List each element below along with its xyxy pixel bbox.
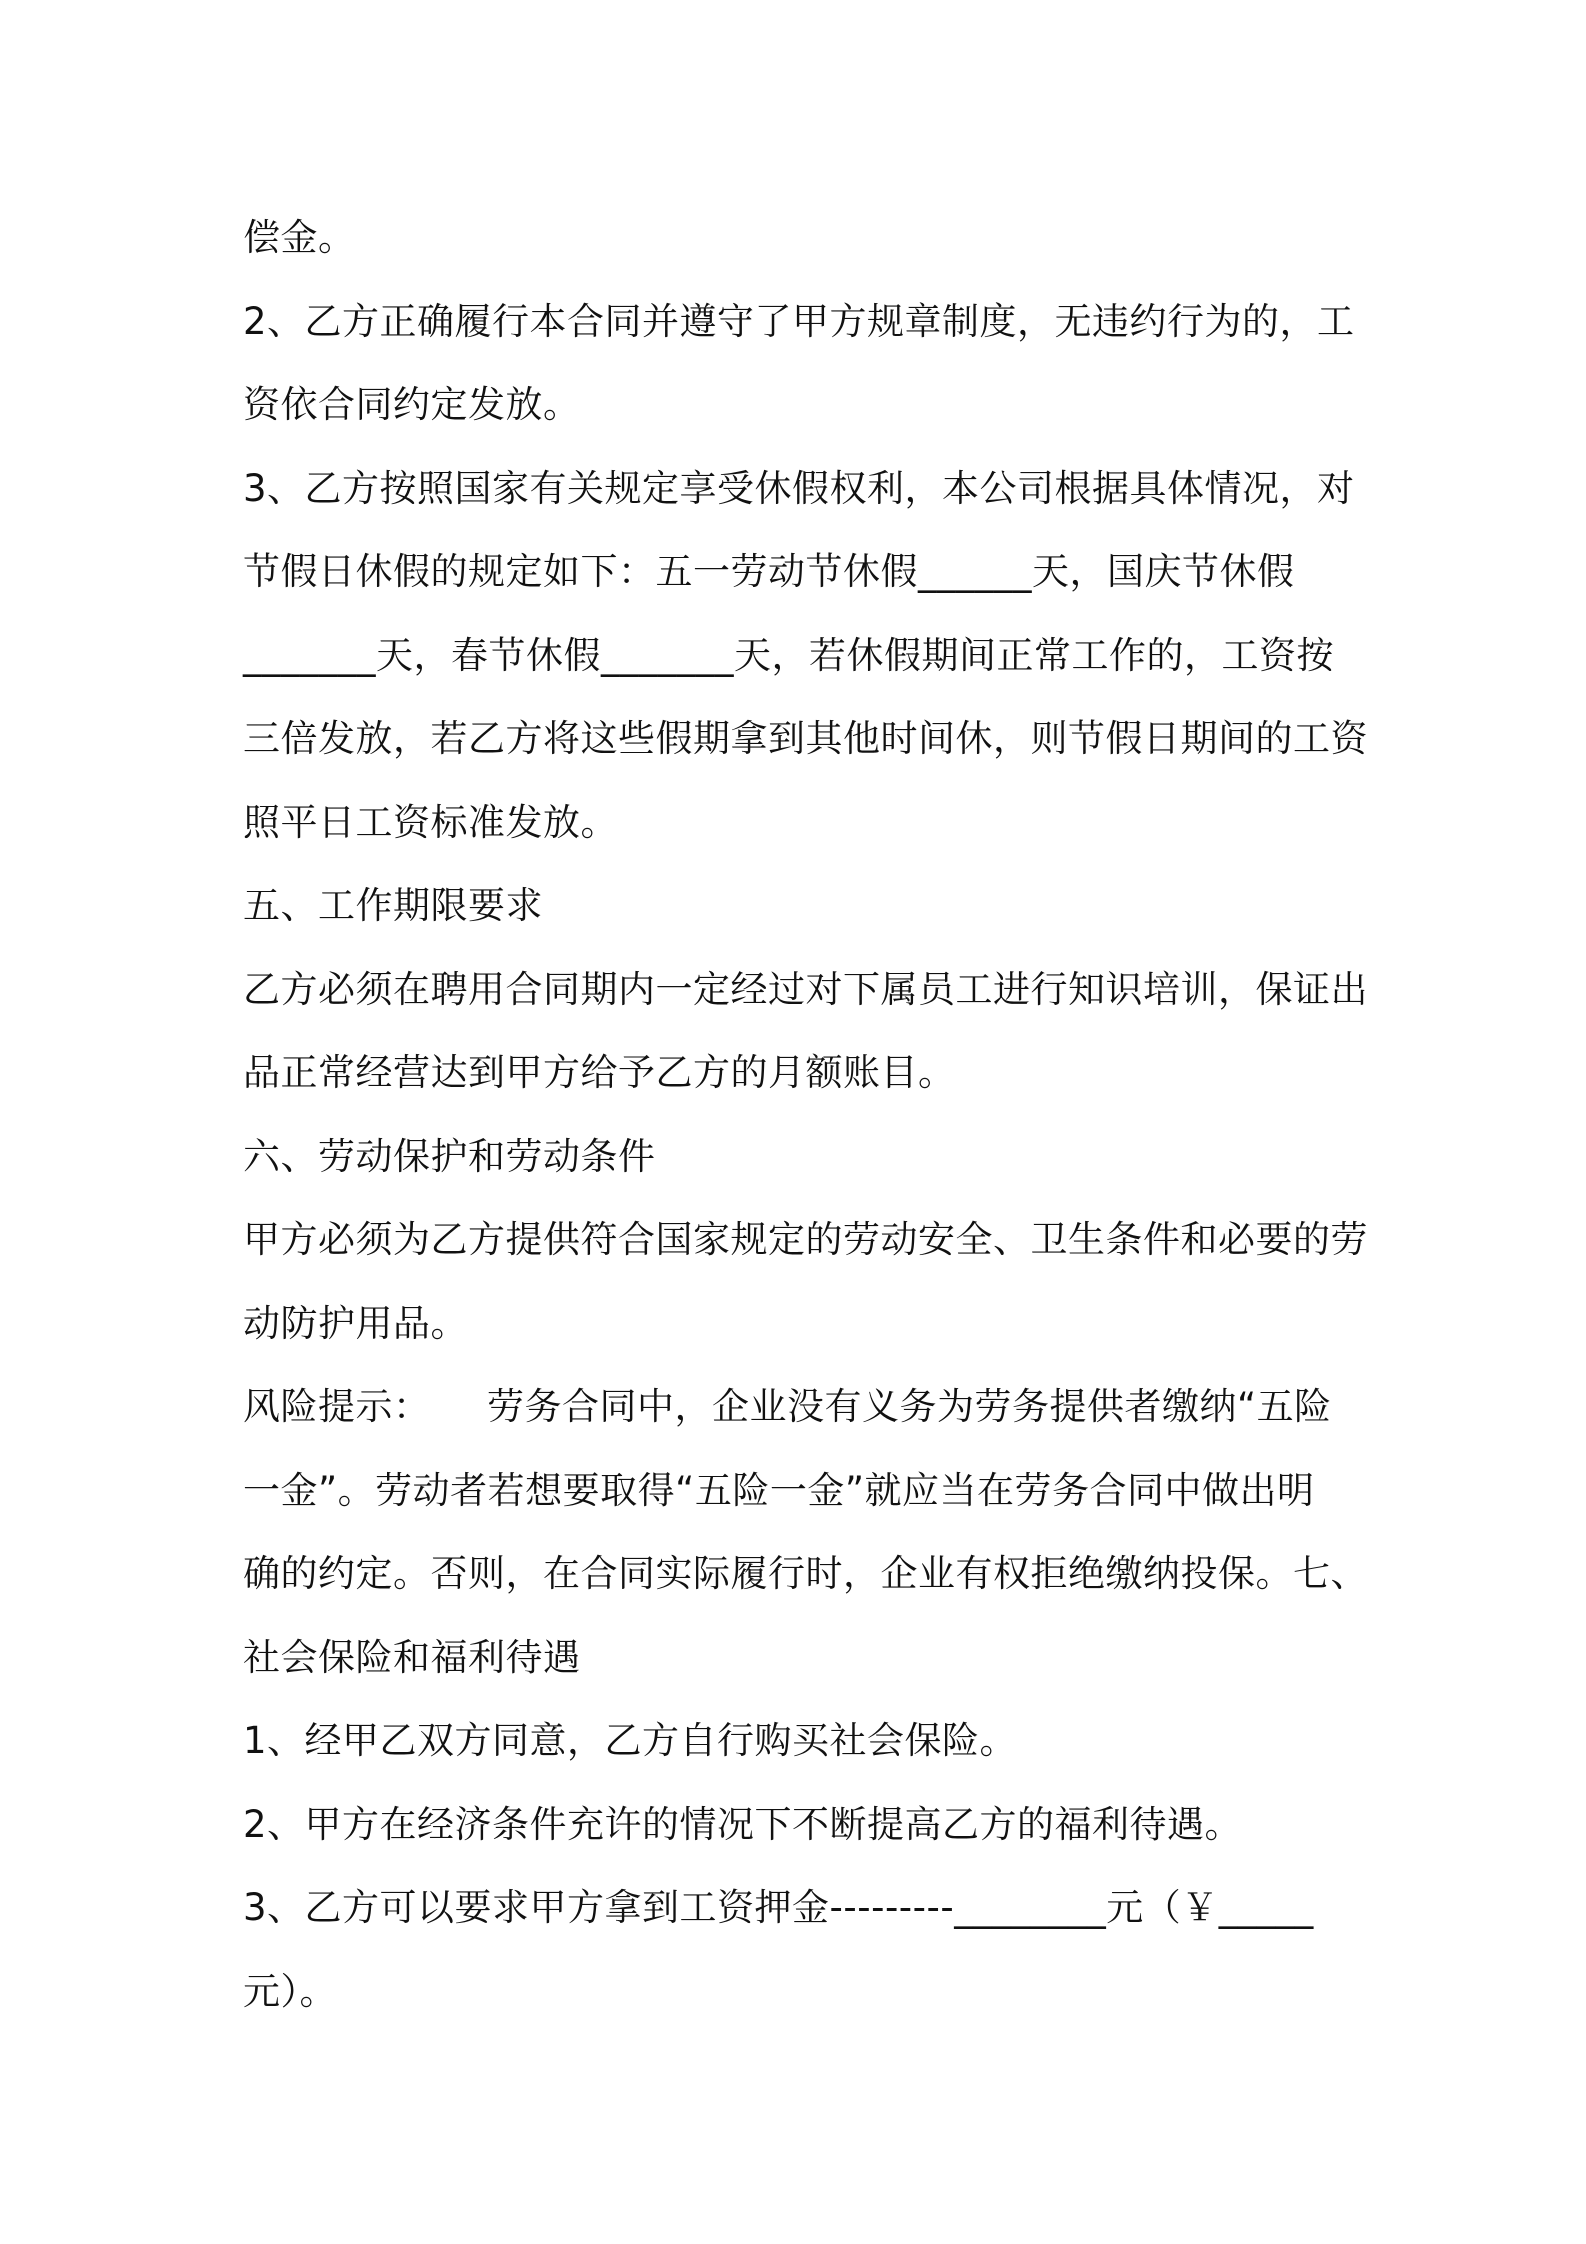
risk-note-line: 确的约定。否则，在合同实际履行时，企业有权拒绝缴纳投保。七、	[243, 1552, 1368, 1595]
text-line: 品正常经营达到甲方给予乙方的月额账目。	[243, 1051, 956, 1094]
text-line: 节假日休假的规定如下：五一劳动节休假______天，国庆节休假	[243, 550, 1295, 593]
text-line: 1、经甲乙双方同意，乙方自行购买社会保险。	[243, 1719, 1018, 1762]
text-line: 动防护用品。	[243, 1301, 468, 1345]
text-line: 3、乙方可以要求甲方拿到工资押金---------________元（￥_____	[243, 1886, 1314, 1929]
section-heading: 社会保险和福利待遇	[243, 1635, 581, 1679]
section-heading: 五、工作期限要求	[243, 884, 543, 927]
document-body	[243, 196, 1368, 2033]
text-line: _______天，春节休假_______天，若休假期间正常工作的，工资按	[243, 633, 1334, 677]
text-line: 资依合同约定发放。	[243, 383, 581, 426]
text-line: 2、甲方在经济条件充许的情况下不断提高乙方的福利待遇。	[243, 1802, 1243, 1846]
risk-note-line: 一金”。劳动者若想要取得“五险一金”就应当在劳务合同中做出明	[243, 1468, 1315, 1512]
section-heading: 六、劳动保护和劳动条件	[243, 1134, 656, 1178]
text-line: 甲方必须为乙方提供符合国家规定的劳动安全、卫生条件和必要的劳	[243, 1218, 1368, 1261]
risk-note-line: 风险提示： 劳务合同中，企业没有义务为劳务提供者缴纳“五险	[243, 1385, 1332, 1428]
text-line: 偿金。	[243, 216, 356, 259]
text-line: 乙方必须在聘用合同期内一定经过对下属员工进行知识培训，保证出	[243, 967, 1368, 1011]
text-line: 照平日工资标准发放。	[243, 800, 618, 844]
text-line: 元）。	[243, 1969, 337, 2013]
text-line: 3、乙方按照国家有关规定享受休假权利，本公司根据具体情况，对	[243, 466, 1355, 510]
text-line: 2、乙方正确履行本合同并遵守了甲方规章制度，无违约行为的，工	[243, 299, 1355, 343]
text-line: 三倍发放，若乙方将这些假期拿到其他时间休，则节假日期间的工资	[243, 717, 1368, 760]
